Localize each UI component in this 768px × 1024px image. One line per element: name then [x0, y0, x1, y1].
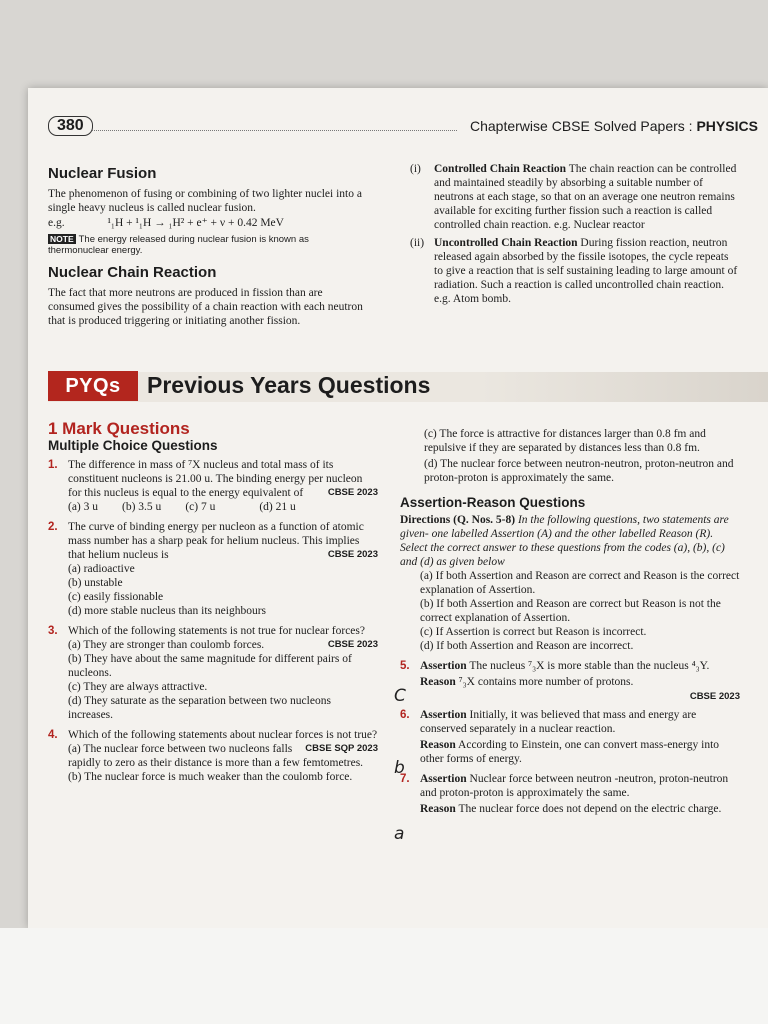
- uncontrolled-heading: Uncontrolled Chain Reaction: [434, 237, 578, 249]
- note-tag: NOTE: [50, 234, 74, 244]
- q6-reason-label: Reason: [420, 739, 456, 751]
- right-question-column: [400, 427, 740, 816]
- q2-option-c: (c) easily fissionable: [68, 591, 164, 603]
- q1-option-b: (b) 3.5 u: [122, 501, 162, 513]
- q5-number: 5.: [400, 660, 410, 672]
- q4-number: 4.: [48, 729, 58, 741]
- assertion-reason-heading: Assertion-Reason Questions: [400, 495, 586, 510]
- uncontrolled-chain-item: [410, 236, 740, 306]
- q2-option-b: (b) unstable: [68, 577, 123, 589]
- handwritten-answer-7: a: [394, 824, 405, 844]
- q1-options: [48, 500, 378, 514]
- q6-assertion-label: Assertion: [420, 709, 467, 721]
- q2-tag: CBSE 2023: [327, 549, 378, 560]
- q2-text: The curve of binding energy per nucleon as a function of atomic mass number has a sharp peak for helium nucleus. This implies that helium nucleus is: [68, 521, 364, 561]
- controlled-heading: Controlled Chain Reaction: [434, 163, 567, 175]
- header-rule: [92, 130, 457, 131]
- question-5-reason: [400, 675, 740, 704]
- note-text: The energy released during nuclear fusion is known as thermonuclear energy.: [48, 234, 309, 256]
- q6-number: 6.: [400, 709, 410, 721]
- controlled-label: (i): [410, 163, 421, 175]
- q4-option-a: (a) The nuclear force between two nucleons falls rapidly to zero as their distance is more than a few femtometres.: [68, 743, 364, 769]
- nuclear-fusion-title: Nuclear Fusion: [48, 165, 157, 182]
- q3-tag: CBSE 2023: [327, 639, 378, 650]
- ar-option-b: (b) If both Assertion and Reason are correct but Reason is not the correct explanation of Assertion.: [420, 598, 721, 624]
- q7-number: 7.: [400, 773, 410, 785]
- q3-option-c: (c) They are always attractive.: [68, 681, 208, 693]
- ar-directions: [400, 513, 740, 569]
- handwritten-answer-5: C: [394, 686, 406, 706]
- fusion-equation-line: [48, 216, 366, 230]
- uncontrolled-label: (ii): [410, 237, 425, 249]
- question-1: [48, 458, 378, 500]
- q2-option-d: (d) more stable nucleus than its neighbours: [68, 605, 267, 617]
- q4-option-c: (c) The force is attractive for distances larger than 0.8 fm and repulsive if they are separated by distances less than 0.8 fm.: [424, 428, 706, 454]
- q1-text: The difference in mass of ⁷X nucleus and total mass of its constituent nucleons is 21.00 u. The binding energy per nucleon for this nucleus is equal to the energy equivalent of: [68, 459, 363, 499]
- pyq-title: Previous Years Questions: [147, 372, 431, 398]
- q4-tag: CBSE SQP 2023: [305, 743, 378, 754]
- q3-option-b: (b) They have about the same magnitude for different pairs of nucleons.: [68, 653, 352, 679]
- q4-option-b: (b) The nuclear force is much weaker than the coulomb force.: [68, 771, 353, 783]
- q7-assertion-label: Assertion: [420, 773, 467, 785]
- top-right-column: [410, 162, 740, 306]
- ar-directions-text: In the following questions, two statements are given- one labelled Assertion (A) and the other labelled Reason (R). Select the correct answer to these questions from the codes (a), (b), (c) and (d) as given below: [400, 514, 729, 568]
- q6-reason: According to Einstein, one can convert mass-energy into other forms of energy.: [420, 739, 720, 765]
- q5-tag: CBSE 2023: [689, 691, 740, 702]
- ar-option-a: (a) If both Assertion and Reason are correct and Reason is the correct explanation of Assertion.: [420, 570, 740, 596]
- q2-number: 2.: [48, 521, 58, 533]
- question-4: [48, 728, 378, 754]
- one-mark-heading: 1 Mark Questions: [48, 419, 190, 438]
- q3-number: 3.: [48, 625, 58, 637]
- q3-option-a: (a) They are stronger than coulomb forces.: [68, 639, 265, 651]
- q5-assertion-label: Assertion: [420, 660, 467, 672]
- question-6: [400, 708, 740, 736]
- question-7: [400, 772, 740, 800]
- pyq-tag: PYQs: [48, 371, 138, 401]
- eg-label: e.g.: [48, 217, 65, 229]
- running-head: [470, 118, 758, 134]
- q7-assertion: Nuclear force between neutron -neutron, proton-neutron and proton-proton is approximately the same.: [420, 773, 729, 799]
- mcq-heading: Multiple Choice Questions: [48, 438, 218, 453]
- q5-assertion: The nucleus ⁷₃X is more stable than the nucleus ⁴₃Y.: [469, 660, 710, 672]
- q5-reason-label: Reason: [420, 676, 456, 688]
- handwritten-answer-6: b: [394, 758, 405, 778]
- ar-option-c: (c) If Assertion is correct but Reason is incorrect.: [420, 626, 647, 638]
- q1-number: 1.: [48, 459, 58, 471]
- q1-option-a: (a) 3 u: [68, 501, 99, 513]
- uncontrolled-text: During fission reaction, neutron released again absorbed by the fissile isotopes, the cycle repeats to give a reaction that is self sustaining leading to large amount of radiation. Such a reaction is called uncontrolled chain reaction. e.g. Atom bomb.: [434, 237, 738, 305]
- q1-tag: CBSE 2023: [327, 487, 378, 498]
- question-6-reason: [400, 738, 740, 766]
- q7-reason-label: Reason: [420, 803, 456, 815]
- q3-text: Which of the following statements is not true for nuclear forces?: [68, 625, 365, 637]
- q1-option-d: (d) 21 u: [259, 501, 296, 513]
- q7-reason: The nuclear force does not depend on the electric charge.: [458, 803, 722, 815]
- controlled-text: The chain reaction can be controlled and maintained steadily by absorbing a suitable number of neutrons at each stage, so that on an average one neutron remains available for exciting further fission such a reaction is called controlled chain reaction. e.g. Nuclear reactor: [434, 163, 737, 231]
- ar-option-d: (d) If both Assertion and Reason are incorrect.: [420, 640, 634, 652]
- q4-options-right: [400, 427, 740, 485]
- chain-reaction-title: Nuclear Chain Reaction: [48, 264, 217, 281]
- q2-options: [48, 562, 378, 618]
- running-head-subject: PHYSICS: [696, 118, 758, 134]
- q4-text: Which of the following statements about nuclear forces is not true?: [68, 729, 378, 741]
- running-head-title: Chapterwise CBSE Solved Papers :: [470, 118, 697, 134]
- page-number: 380: [48, 116, 93, 136]
- q1-option-c: (c) 7 u: [185, 501, 216, 513]
- q6-assertion: Initially, it was believed that mass and energy are conserved separately in a nuclear reaction.: [420, 709, 697, 735]
- fusion-note: [48, 234, 366, 256]
- q5-reason: ⁷₃X contains more number of protons.: [458, 676, 634, 688]
- left-question-column: [48, 419, 378, 784]
- question-2: [48, 520, 378, 562]
- q3-option-d: (d) They saturate as the separation between two nucleons increases.: [68, 695, 331, 721]
- q4-option-d: (d) The nuclear force between neutron-neutron, proton-neutron and proton-proton is approximately the same.: [424, 458, 734, 484]
- question-7-reason: [400, 802, 740, 816]
- ar-directions-label: Directions (Q. Nos. 5-8): [400, 514, 516, 526]
- question-5: [400, 659, 740, 673]
- q2-option-a: (a) radioactive: [68, 563, 135, 575]
- top-left-column: [48, 165, 366, 328]
- controlled-chain-item: [410, 162, 740, 232]
- fusion-equation: ¹₁H + ¹₁H → ₁H² + e⁺ + ν + 0.42 MeV: [107, 217, 284, 229]
- ar-options: [400, 569, 740, 653]
- page-bottom-margin: [0, 928, 768, 1024]
- nuclear-fusion-text: The phenomenon of fusing or combining of two lighter nuclei into a single heavy nucleus is called nuclear fusion.: [48, 188, 362, 214]
- chain-reaction-text: The fact that more neutrons are produced in fission than are consumed gives the possibility of a chain reaction with each neutron that is produced triggering or initiating another fission.: [48, 287, 363, 327]
